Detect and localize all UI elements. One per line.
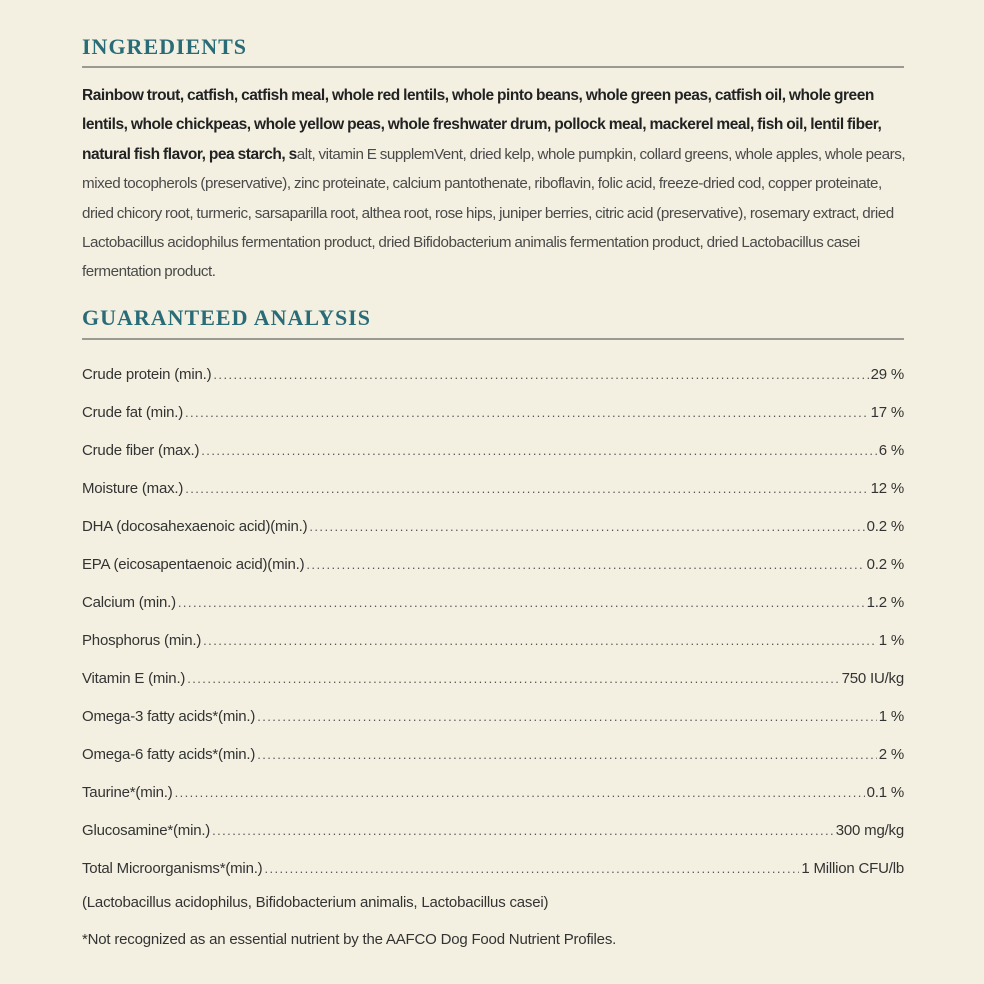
dot-leader xyxy=(257,700,877,734)
nutrient-name: DHA (docosahexaenoic acid)(min.) xyxy=(82,518,308,535)
dot-leader xyxy=(185,396,869,430)
ingredients-heading: INGREDIENTS xyxy=(82,34,248,59)
nutrient-value: 2 % xyxy=(878,746,904,763)
footnote: *Not recognized as an essential nutrient by the AAFCO Dog Food Nutrient Profiles. xyxy=(82,931,617,948)
dot-leader xyxy=(203,624,877,658)
nutrient-name: EPA (eicosapentaenoic acid)(min.) xyxy=(82,556,305,573)
analysis-row xyxy=(82,738,904,776)
nutrient-value: 6 % xyxy=(878,442,904,459)
nutrient-value: 12 % xyxy=(870,480,904,497)
nutrient-name: Crude fat (min.) xyxy=(82,404,183,421)
analysis-divider xyxy=(82,338,904,340)
analysis-row xyxy=(82,358,904,396)
nutrient-name: Moisture (max.) xyxy=(82,480,184,497)
analysis-row xyxy=(82,624,904,662)
analysis-heading: GUARANTEED ANALYSIS xyxy=(82,305,371,330)
analysis-row xyxy=(82,396,904,434)
nutrient-name: Vitamin E (min.) xyxy=(82,670,186,687)
analysis-row xyxy=(82,814,904,852)
nutrient-value: 1 Million CFU/lb xyxy=(801,860,904,877)
microorganisms-note: (Lactobacillus acidophilus, Bifidobacterium animalis, Lactobacillus casei) xyxy=(82,894,549,911)
dot-leader xyxy=(213,358,868,392)
nutrient-name: Crude fiber (max.) xyxy=(82,442,200,459)
nutrient-name: Omega-6 fatty acids*(min.) xyxy=(82,746,256,763)
nutrient-value: 300 mg/kg xyxy=(835,822,904,839)
nutrient-name: Calcium (min.) xyxy=(82,594,176,611)
nutrient-value: 0.1 % xyxy=(866,784,904,801)
dot-leader xyxy=(201,434,876,468)
dot-leader xyxy=(178,586,865,620)
nutrient-value: 1 % xyxy=(878,632,904,649)
dot-leader xyxy=(185,472,868,506)
analysis-row xyxy=(82,548,904,586)
nutrient-name: Glucosamine*(min.) xyxy=(82,822,211,839)
analysis-table xyxy=(82,358,904,890)
nutrient-value: 750 IU/kg xyxy=(841,670,904,687)
ingredients-minor-text: alt, vitamin E supplemVent, dried kelp, whole pumpkin, collard greens, whole apples, whole pears, mixed tocopherols (preservative), zinc proteinate, calcium pantothenate, riboflavin, folic acid, freeze-dried cod, copper proteinate, dried chicory root, turmeric, sarsaparilla root, althea root, rose hips, juniper berries, citric acid (preservative), rosemary extract, dried Lactobacillus acidophilus fermentation product, dried Bifidobacterium animalis fermentation product, dried Lactobacillus casei fermentation product. xyxy=(82,145,906,281)
nutrient-value: 1.2 % xyxy=(866,594,904,611)
nutrient-value: 1 % xyxy=(878,708,904,725)
dot-leader xyxy=(264,852,799,886)
analysis-row xyxy=(82,852,904,890)
analysis-row xyxy=(82,472,904,510)
dot-leader xyxy=(175,776,865,810)
nutrient-value: 0.2 % xyxy=(866,556,904,573)
ingredients-list xyxy=(82,81,906,287)
dot-leader xyxy=(309,510,864,544)
dot-leader xyxy=(187,662,839,696)
ingredients-divider xyxy=(82,66,904,68)
nutrient-name: Taurine*(min.) xyxy=(82,784,173,801)
nutrient-name: Omega-3 fatty acids*(min.) xyxy=(82,708,256,725)
dot-leader xyxy=(257,738,877,772)
analysis-row xyxy=(82,510,904,548)
analysis-row xyxy=(82,586,904,624)
nutrient-name: Phosphorus (min.) xyxy=(82,632,202,649)
nutrient-value: 29 % xyxy=(870,366,904,383)
analysis-row xyxy=(82,662,904,700)
analysis-row xyxy=(82,700,904,738)
nutrient-name: Total Microorganisms*(min.) xyxy=(82,860,263,877)
ingredients-main-text: Rainbow trout, catfish, catfish meal, whole red lentils, whole pinto beans, whole green peas, catfish oil, whole green lentils, whole chickpeas, whole yellow peas, whole freshwater drum, pollock meal, mackerel meal, fish oil, lentil fiber, natural fish flavor, pea starch, s xyxy=(82,87,882,163)
dot-leader xyxy=(212,814,834,848)
analysis-row xyxy=(82,434,904,472)
dot-leader xyxy=(306,548,864,582)
nutrient-value: 17 % xyxy=(870,404,904,421)
nutrient-value: 0.2 % xyxy=(866,518,904,535)
analysis-row xyxy=(82,776,904,814)
nutrient-name: Crude protein (min.) xyxy=(82,366,212,383)
